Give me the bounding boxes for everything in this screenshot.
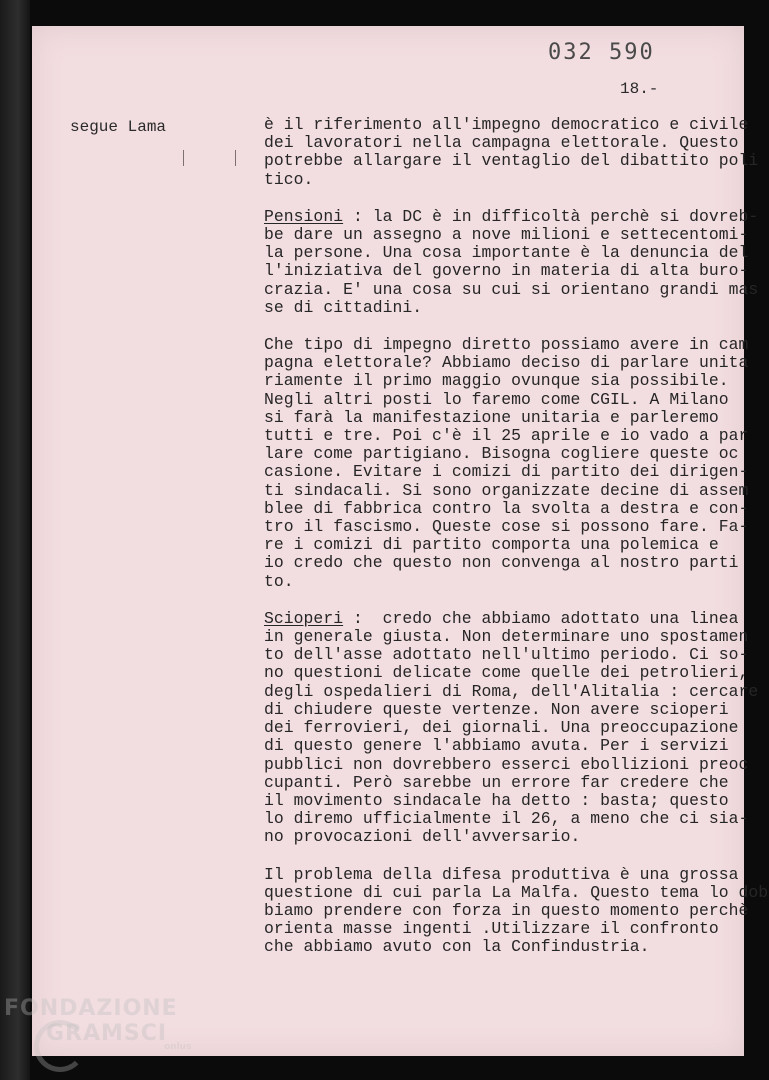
section-heading: Scioperi — [264, 608, 344, 628]
paragraph — [264, 864, 769, 957]
text-line: lo diremo ufficialmente il 26, a meno che ci sia- — [264, 809, 749, 829]
text-line: Che tipo di impegno diretto possiamo avere in cam — [264, 335, 749, 355]
document-body — [264, 115, 769, 976]
paragraph — [264, 206, 759, 317]
text-line: si farà la manifestazione unitaria e parleremo — [264, 407, 719, 427]
archive-stamp-number: 032 590 — [548, 40, 655, 65]
text-line: dei lavoratori nella campagna elettorale. Questo — [264, 133, 739, 153]
text-line: potrebbe allargare il ventaglio del dibattito poli — [264, 151, 759, 171]
text-line: lare come partigiano. Bisogna cogliere queste oc — [264, 444, 739, 464]
watermark-line-3: onlus — [164, 1042, 192, 1052]
text-line: se di cittadini. — [264, 297, 423, 317]
text-line: biamo prendere con forza in questo momento perchè — [264, 900, 749, 920]
text-line — [264, 206, 759, 226]
text-line: Negli altri posti lo faremo come CGIL. A Milano — [264, 389, 729, 409]
text-line: cupanti. Però sarebbe un errore far credere che — [264, 772, 729, 792]
text-line: ti sindacali. Si sono organizzate decine di assem — [264, 480, 749, 500]
text-line: degli ospedalieri di Roma, dell'Alitalia : cercare — [264, 681, 759, 701]
text-line: pubblici non dovrebbero esserci ebollizioni preoc — [264, 754, 749, 774]
watermark-g-icon — [34, 1020, 86, 1072]
paragraph — [264, 335, 749, 591]
text-line: pagna elettorale? Abbiamo deciso di parlare unita — [264, 353, 749, 373]
text-line — [264, 610, 744, 628]
text-line: no questioni delicate come quelle dei petrolieri, — [264, 663, 749, 683]
text-line: orienta masse ingenti .Utilizzare il confronto — [264, 919, 719, 939]
text-line: dei ferrovieri, dei giornali. Una preoccupazione — [264, 718, 739, 738]
text-line: crazia. E' una cosa su cui si orientano grandi mas — [264, 279, 759, 299]
watermark-line-2: GRAMSCI — [46, 1021, 168, 1046]
margin-mark — [183, 150, 184, 166]
scan-edge — [0, 0, 30, 1080]
text-line: casione. Evitare i comizi di partito dei dirigen- — [264, 462, 749, 482]
text-line: di questo genere l'abbiamo avuta. Per i servizi — [264, 736, 729, 756]
text-line: di chiudere queste vertenze. Non avere scioperi — [264, 699, 729, 719]
watermark-line-1: FONDAZIONE — [4, 996, 178, 1021]
text-line: il movimento sindacale ha detto : basta; questo — [264, 790, 729, 810]
paragraph — [264, 608, 759, 847]
text-line: be dare un assegno a nove milioni e settecentomi- — [264, 225, 749, 245]
speaker-label: segue Lama — [70, 118, 167, 136]
text-line: tro il fascismo. Queste cose si possono fare. Fa- — [264, 517, 749, 537]
text-line: in generale giusta. Non determinare uno spostamen — [264, 627, 749, 647]
text-line: io credo che questo non convenga al nostro parti — [264, 553, 739, 573]
text-line-rest: : credo che abbiamo adottato una linea — [343, 608, 739, 628]
paragraph — [264, 115, 759, 189]
section-heading: Pensioni — [264, 206, 344, 226]
text-line: l'iniziativa del governo in materia di alta buro- — [264, 261, 749, 281]
text-line: tutti e tre. Poi c'è il 25 aprile e io vado a par — [264, 426, 749, 446]
text-line: che abbiamo avuto con la Confindustria. — [264, 937, 650, 957]
text-line: re i comizi di partito comporta una polemica e — [264, 535, 719, 555]
text-line: riamente il primo maggio ovunque sia possibile. — [264, 371, 729, 391]
text-line: la persone. Una cosa importante è la denuncia del — [264, 243, 749, 263]
text-line: no provocazioni dell'avversario. — [264, 827, 581, 847]
text-line: to dell'asse adottato nell'ultimo periodo. Ci so- — [264, 645, 749, 665]
text-line-rest: : la DC è in difficoltà perchè si dovreb- — [343, 206, 759, 226]
text-line: Il problema della difesa produttiva è una grossa — [264, 864, 739, 884]
text-line: è il riferimento all'impegno democratico e civile — [264, 115, 749, 134]
text-line: questione di cui parla La Malfa. Questo tema lo dob — [264, 882, 769, 902]
page-number: 18.- — [620, 80, 659, 98]
margin-mark — [235, 150, 236, 166]
watermark-logo — [4, 996, 204, 1052]
text-line: tico. — [264, 169, 314, 189]
text-line: blee di fabbrica contro la svolta a destra e con- — [264, 498, 749, 518]
text-line: to. — [264, 571, 294, 591]
